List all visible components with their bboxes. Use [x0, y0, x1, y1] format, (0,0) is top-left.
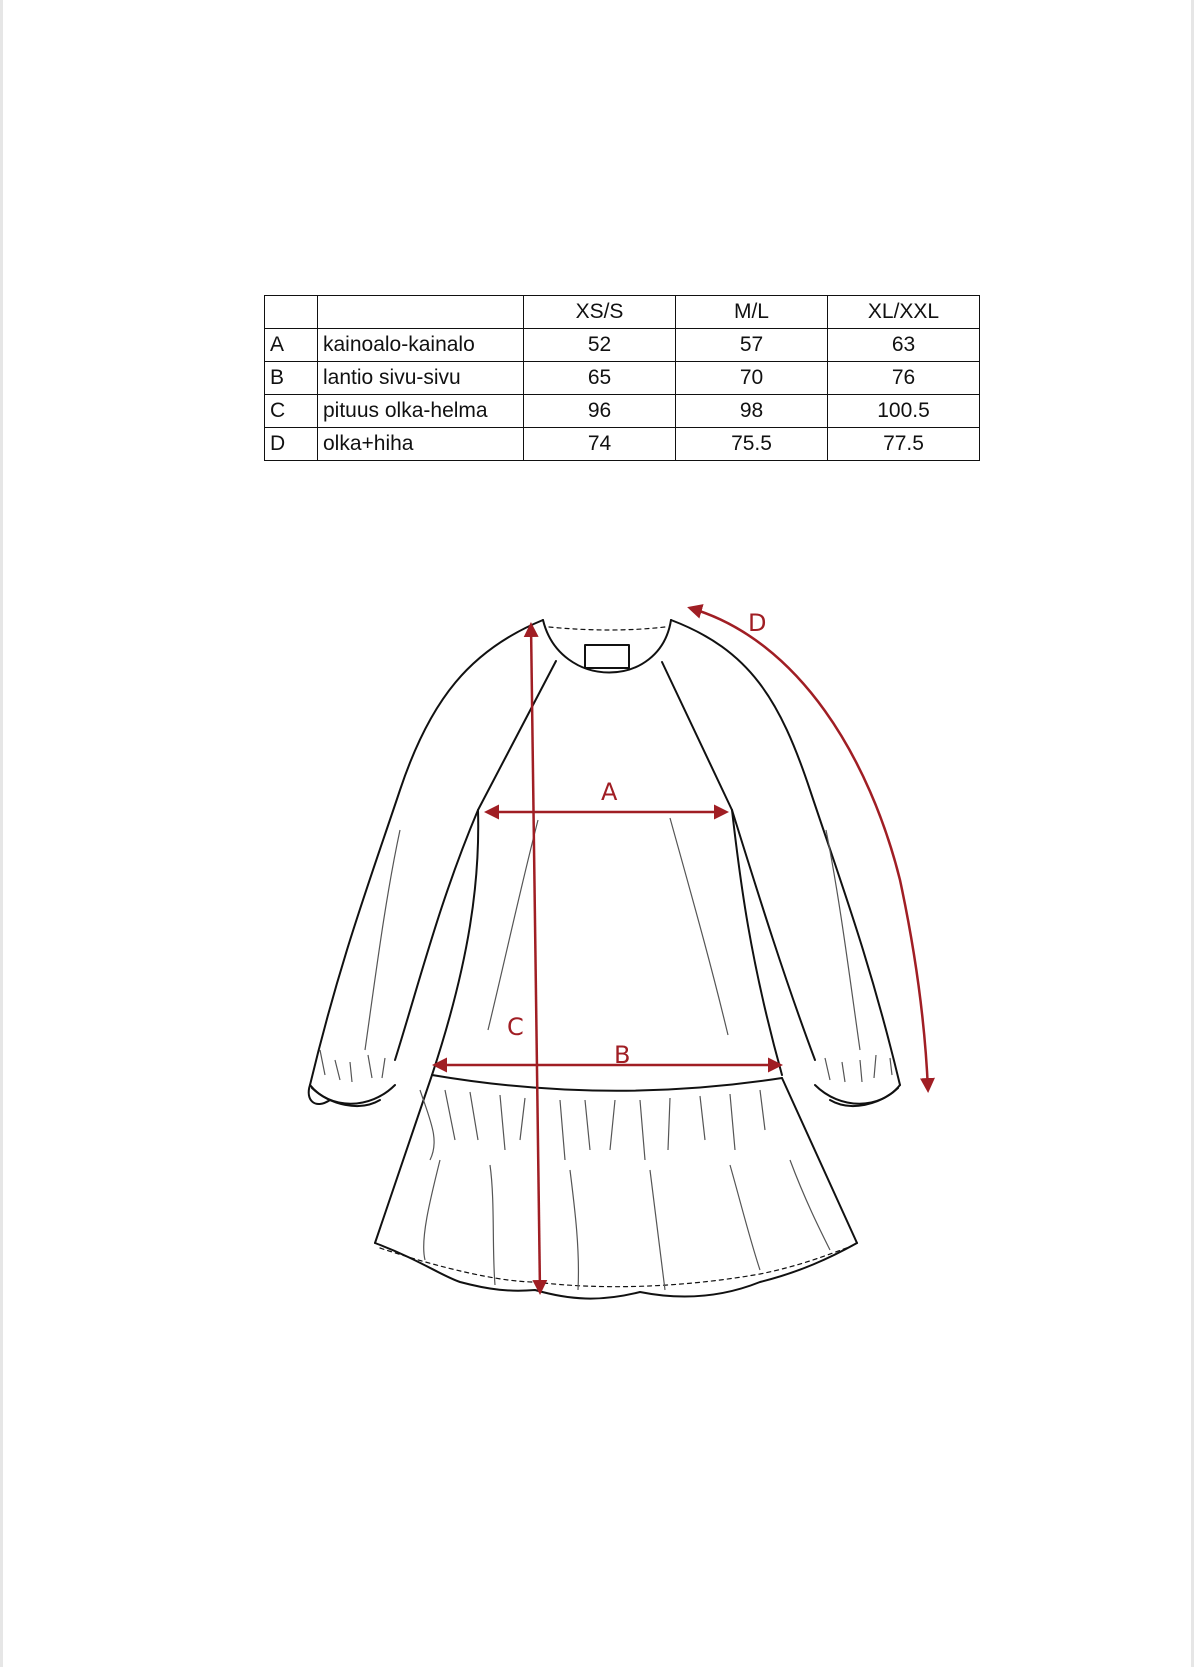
left-sleeve-fold [365, 830, 400, 1050]
left-cuff-band [310, 1085, 395, 1104]
right-sleeve-inner [732, 810, 815, 1060]
skirt-gathers [420, 1090, 765, 1160]
row-name: pituus olka-helma [318, 395, 524, 428]
hem-stitching [380, 1246, 852, 1287]
skirt-hem [375, 1243, 857, 1299]
row-code: C [265, 395, 318, 428]
neckline [543, 620, 671, 673]
row-name: lantio sivu-sivu [318, 362, 524, 395]
right-cuff-band [815, 1085, 900, 1104]
right-sleeve-fold [826, 830, 860, 1050]
body-left-side [432, 810, 478, 1075]
measure-b-label: B [614, 1041, 631, 1069]
row-value: 74 [524, 428, 676, 461]
measure-c-arrow [531, 625, 540, 1292]
measure-c-label: C [507, 1013, 524, 1041]
row-name: olka+hiha [318, 428, 524, 461]
row-value: 98 [676, 395, 828, 428]
row-value: 63 [828, 329, 980, 362]
left-cuff-gathers [320, 1050, 385, 1082]
row-value: 77.5 [828, 428, 980, 461]
row-name: kainoalo-kainalo [318, 329, 524, 362]
left-sleeve-inner [395, 810, 478, 1060]
row-value: 76 [828, 362, 980, 395]
skirt-folds [424, 1160, 830, 1290]
row-value: 65 [524, 362, 676, 395]
neck-stitching [549, 627, 665, 630]
header-cell-xs-s: XS/S [524, 296, 676, 329]
right-sleeve-outer [671, 620, 900, 1085]
left-raglan-seam [478, 661, 556, 810]
body-drape-left [488, 820, 538, 1030]
garment-outline [309, 620, 900, 1299]
measure-a-label: A [601, 778, 618, 806]
row-value: 57 [676, 329, 828, 362]
row-code: B [265, 362, 318, 395]
right-cuff-gathers [825, 1055, 892, 1082]
measurements [435, 608, 928, 1292]
row-value: 52 [524, 329, 676, 362]
row-value: 75.5 [676, 428, 828, 461]
row-code: D [265, 428, 318, 461]
right-raglan-seam [662, 662, 732, 810]
row-value: 96 [524, 395, 676, 428]
detail-lines [320, 818, 892, 1290]
row-value: 100.5 [828, 395, 980, 428]
row-value: 70 [676, 362, 828, 395]
body-drape-right [670, 818, 728, 1035]
row-code: A [265, 329, 318, 362]
waist-seam [432, 1075, 782, 1091]
header-cell-m-l: M/L [676, 296, 828, 329]
header-cell-xl-xxl: XL/XXL [828, 296, 980, 329]
measure-d-label: D [748, 609, 767, 637]
neck-label [585, 645, 629, 668]
measure-d-arrow [690, 608, 928, 1090]
